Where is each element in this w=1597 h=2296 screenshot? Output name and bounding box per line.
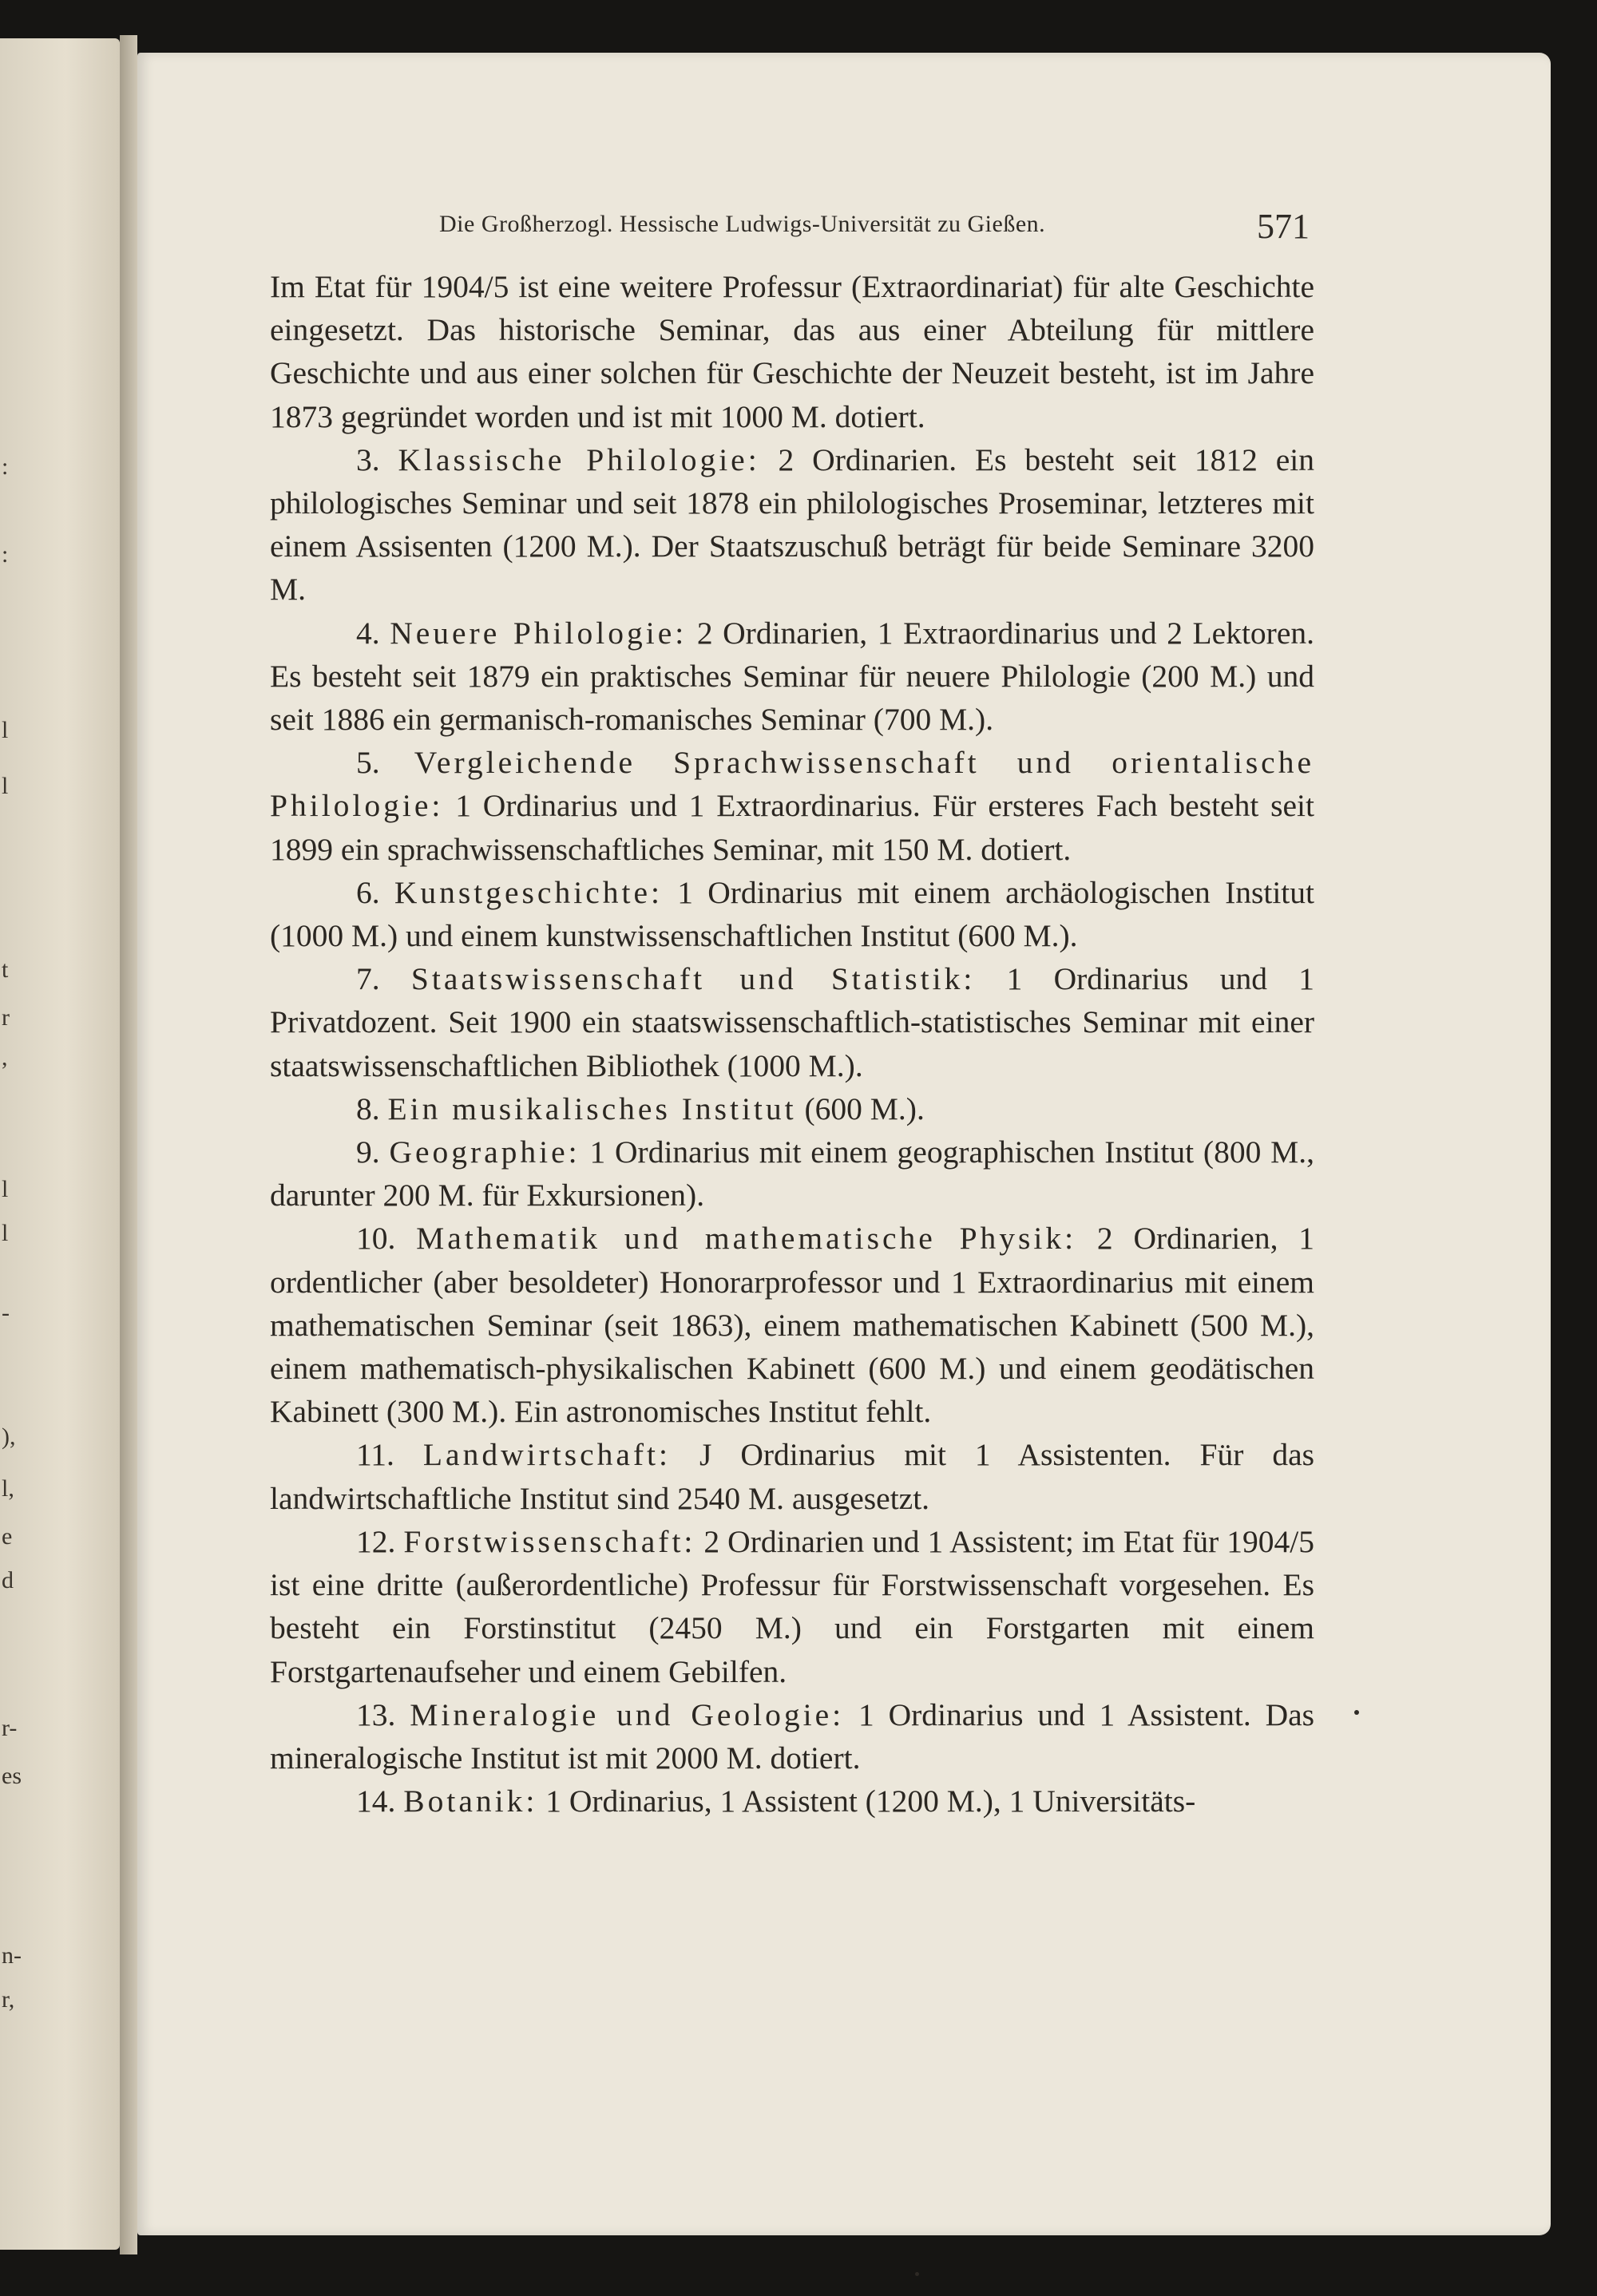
left-page-fragment: n-: [2, 1942, 22, 1969]
left-page-fragment: e: [2, 1523, 13, 1550]
left-page-fragment: l: [2, 1176, 9, 1202]
paragraph-text: 2 Ordinarien und 1 Assistent; im Etat für 1904/5 ist eine dritte (außerordentliche) Professur für Forstwissenschaft vorgesehen. Es besteht ein Forstinstitut (2450 M.) und ein Forstgarten mit einem Forstgartenaufseher und einem Gebilfen.: [270, 1523, 1314, 1689]
left-page-fragment: l,: [2, 1475, 14, 1502]
book-gutter: [120, 35, 137, 2254]
paragraph: [270, 438, 1314, 612]
left-page-fragment: r,: [2, 1986, 15, 2013]
left-page-fragment: d: [2, 1567, 14, 1593]
section-heading: Klassische Philologie:: [398, 441, 760, 477]
section-number: 6.: [356, 874, 380, 910]
paragraph: [270, 265, 1314, 438]
section-heading: Staatswissenschaft und Statistik:: [410, 961, 976, 997]
paragraph: [270, 1130, 1314, 1217]
running-head: [303, 206, 1310, 246]
running-title: Die Großherzogl. Hessische Ludwigs-Universität zu Gießen.: [439, 211, 1046, 237]
paragraph: [270, 1433, 1314, 1519]
section-number: 13.: [356, 1696, 396, 1732]
paragraph: [270, 1087, 1314, 1130]
section-heading: Mathematik und mathematische Physik:: [416, 1221, 1077, 1257]
paragraph: [270, 1520, 1314, 1693]
paragraph: [270, 871, 1314, 957]
paragraph-text: Im Etat für 1904/5 ist eine weitere Professur (Extraordinariat) für alte Geschichte eingesetzt. Das historische Seminar, das aus einer Abteilung für mittlere Geschichte und aus einer solchen für Geschichte der Neuzeit besteht, ist im Jahre 1873 gegründet worden und ist mit 1000 M. dotiert.: [270, 269, 1314, 434]
paragraph-text: (600 M.).: [796, 1091, 925, 1126]
left-page-fragment: :: [2, 541, 9, 568]
left-page-fragment: -: [2, 1300, 10, 1326]
left-page-fragment: r-: [2, 1715, 18, 1741]
paragraph-text: 2 Ordinarien, 1 Extraordinarius und 2 Lektoren. Es besteht seit 1879 ein praktisches Seminar für neuere Philologie (200 M.) und seit 1886 ein germanisch-romanisches Seminar (700 M.).: [270, 615, 1314, 738]
section-number: 9.: [356, 1134, 380, 1170]
paragraph-text: 1 Ordinarius und 1 Extraordinarius. Für ersteres Fach besteht seit 1899 ein sprachwissenschaftliches Seminar, mit 150 M. dotiert.: [270, 788, 1314, 867]
section-heading: Vergleichende Sprachwissenschaft und orientalische Philologie:: [270, 745, 1314, 824]
paragraph-text: 1 Ordinarius, 1 Assistent (1200 M.), 1 Universitäts-: [537, 1783, 1196, 1819]
paragraph-text: 2 Ordinarien, 1 ordentlicher (aber besoldeter) Honorarprofessor und 1 Extraordinarius mit einem mathematischen Seminar (seit 1863), einem mathematischen Kabinett (500 M.), einem mathematisch-physikalischen Kabinett (600 M.) und einem geodätischen Kabinett (300 M.). Ein astronomisches Institut fehlt.: [270, 1221, 1314, 1430]
page-number: 571: [1257, 207, 1310, 246]
section-heading: Botanik:: [403, 1783, 538, 1819]
section-number: 14.: [356, 1783, 396, 1819]
paragraph: [270, 741, 1314, 871]
margin-speck: [1354, 1710, 1359, 1715]
left-page-fragment: l: [2, 717, 9, 743]
body-text: [270, 265, 1314, 1823]
left-page-fragment: ),: [2, 1423, 16, 1450]
section-number: 3.: [356, 441, 380, 477]
paragraph: [270, 612, 1314, 742]
left-page-fragment: ,: [2, 1044, 8, 1071]
paragraph: [270, 1779, 1314, 1823]
paragraph-text: J Ordinarius mit 1 Assistenten. Für das landwirtschaftliche Institut sind 2540 M. ausgesetzt.: [270, 1437, 1314, 1516]
left-page-fragment: t: [2, 956, 9, 983]
paragraph: [270, 957, 1314, 1087]
paragraph-text: 1 Ordinarius mit einem geographischen Institut (800 M., darunter 200 M. für Exkursionen).: [270, 1134, 1315, 1213]
paragraph-text: 1 Ordinarius und 1 Privatdozent. Seit 1900 ein staatswissenschaftlich-statistisches Seminar mit einer staatswissenschaftlichen Bibliothek (1000 M.).: [270, 961, 1315, 1083]
left-page-fragment: l: [2, 1220, 9, 1246]
bottom-speck: [915, 2272, 919, 2276]
section-heading: Forstwissenschaft:: [403, 1523, 696, 1559]
section-number: 10.: [356, 1221, 396, 1257]
section-heading: Kunstgeschichte:: [394, 874, 663, 910]
section-heading: Mineralogie und Geologie:: [410, 1696, 845, 1732]
section-number: 12.: [356, 1523, 396, 1559]
section-number: 4.: [356, 615, 380, 651]
section-heading: Geographie:: [389, 1134, 581, 1170]
left-page-fragment: r: [2, 1004, 10, 1031]
section-heading: Landwirtschaft:: [422, 1437, 671, 1473]
paragraph-text: 1 Ordinarius mit einem archäologischen Institut (1000 M.) und einem kunstwissenschaftlichen Institut (600 M.).: [270, 874, 1315, 954]
section-number: 8.: [356, 1091, 380, 1126]
left-page-fragment: :: [2, 453, 9, 480]
section-number: 7.: [356, 961, 380, 997]
left-page-fragment: l: [2, 773, 9, 799]
section-heading: Ein musikalisches Institut: [387, 1091, 797, 1126]
section-number: 11.: [356, 1437, 394, 1473]
left-page-edge: [0, 38, 120, 2250]
section-heading: Neuere Philologie:: [390, 615, 688, 651]
paragraph-text: 2 Ordinarien. Es besteht seit 1812 ein philologisches Seminar und seit 1878 ein philologisches Proseminar, letzteres mit einem Assisenten (1200 M.). Der Staatszuschuß beträgt für beide Seminare 3200 M.: [270, 441, 1315, 608]
paragraph-text: 1 Ordinarius und 1 Assistent. Das mineralogische Institut ist mit 2000 M. dotiert.: [270, 1696, 1314, 1775]
left-page-fragment: es: [2, 1763, 22, 1789]
section-number: 5.: [356, 745, 380, 781]
paragraph: [270, 1217, 1314, 1433]
paragraph: [270, 1693, 1314, 1779]
